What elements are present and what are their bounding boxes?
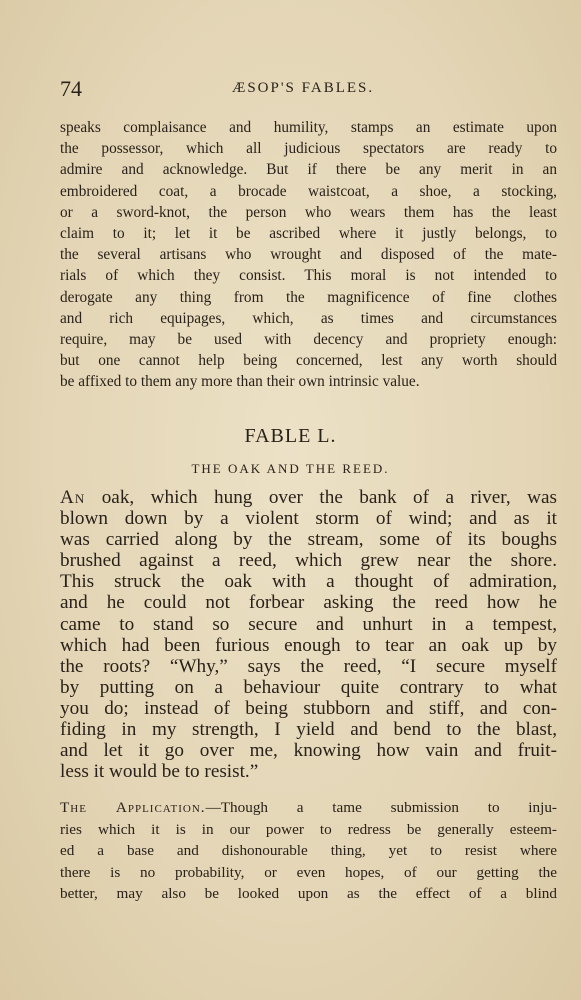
application-paragraph [60, 797, 557, 905]
text-line: require, may be used with decency and propriety enough: [60, 331, 557, 349]
text-line: or a sword-knot, the person who wears them has the least [60, 203, 557, 221]
application-heading: The Application. [60, 799, 206, 816]
text-line: by putting on a behaviour quite contrary to what [60, 676, 557, 698]
text-line: better, may also be looked upon as the effect of a blind [60, 885, 557, 902]
text-line: which had been furious enough to tear an oak up by [60, 634, 557, 656]
text-line: was carried along by the stream, some of its boughs [60, 529, 557, 551]
text-line: claim to it; let it be ascribed where it justly belongs, to [60, 225, 557, 243]
text-line: brushed against a reed, which grew near the shore. [60, 550, 557, 572]
text-line: the roots? “Why,” says the reed, “I secure myself [60, 655, 557, 677]
text-line: speaks complaisance and humility, stamps an estimate upon [60, 119, 557, 136]
text-line: This struck the oak with a thought of admiration, [60, 571, 557, 593]
text-line: rials of which they consist. This moral is not intended to [60, 267, 557, 285]
text-line: blown down by a violent storm of wind; and as it [60, 508, 557, 530]
text-line: admire and acknowledge. But if there be any merit in an [60, 161, 557, 179]
text-line: there is no probability, or even hopes, of our getting the [60, 863, 557, 881]
text-line: you do; instead of being stubborn and stiff, and con- [60, 697, 557, 719]
text-line: be affixed to them any more than their own intrinsic value. [60, 373, 420, 391]
text-line: derogate any thing from the magnificence of fine clothes [60, 288, 557, 306]
intro-paragraph [60, 117, 557, 393]
fable-body [60, 487, 557, 782]
fable-title: THE OAK AND THE REED. [191, 461, 390, 476]
text-line [60, 797, 557, 819]
text-line: and rich equipages, which, as times and circumstances [60, 309, 557, 327]
text-line [60, 487, 557, 508]
text-line: the several artisans who wrought and disposed of the mate- [60, 246, 557, 264]
fable-number-heading: FABLE L. [244, 425, 337, 447]
text-line: the possessor, which all judicious spectators are ready to [60, 140, 557, 158]
fable-first-line: oak, which hung over the bank of a river, was [85, 487, 557, 508]
book-title: ÆSOP'S FABLES. [232, 80, 375, 96]
text-line: ed a base and dishonourable thing, yet to resist where [60, 842, 557, 859]
text-line: came to stand so secure and unhurt in a tempest, [60, 613, 557, 635]
fable-first-word: An [60, 487, 86, 508]
text-line: embroidered coat, a brocade waistcoat, a shoe, a stocking, [60, 182, 557, 200]
page-number: 74 [60, 76, 82, 101]
text-line: ries which it is in our power to redress be generally esteem- [60, 820, 557, 838]
text-line: and he could not forbear asking the reed how he [60, 592, 557, 614]
text-line: less it would be to resist.” [60, 761, 259, 783]
text-line: fiding in my strength, I yield and bend to the blast, [60, 719, 557, 741]
text-line: but one cannot help being concerned, lest any worth should [60, 352, 557, 370]
application-first-line: —Though a tame submission to inju- [205, 799, 557, 816]
running-head [60, 76, 560, 102]
text-line: and let it go over me, knowing how vain and fruit- [60, 740, 557, 762]
